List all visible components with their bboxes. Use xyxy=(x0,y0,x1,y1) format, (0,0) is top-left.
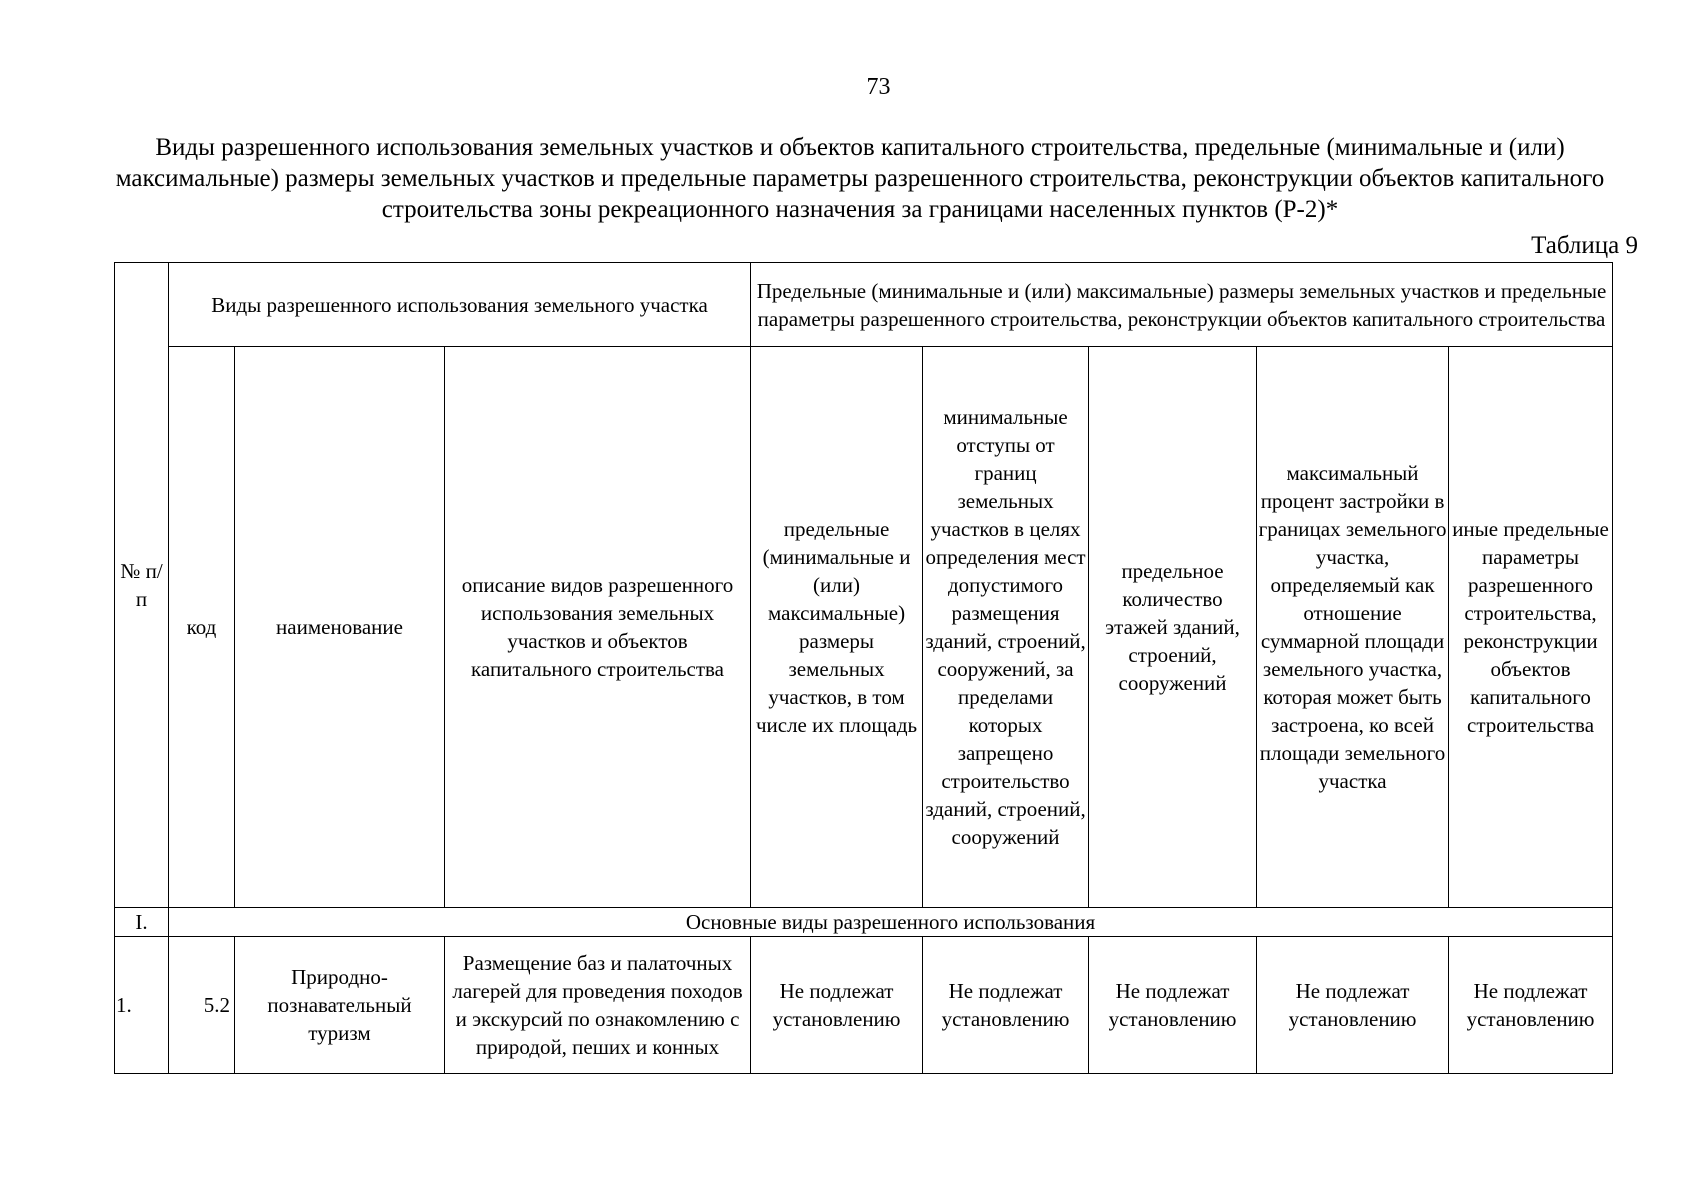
table-row xyxy=(115,937,1613,1074)
document-title: Виды разрешенного использования земельных участков и объектов капитального строительства, предельные (минимальные и (или) максимальные) размеры земельных участков и предельные параметры разрешенного строительства, реконструкции объектов капитального строительства зоны рекреационного назначения за границами населенных пунктов (Р-2)* xyxy=(115,134,1605,223)
header-num: № п/п xyxy=(115,263,169,908)
row-percent: Не подлежат установлению xyxy=(1257,937,1449,1074)
table-header-row-1 xyxy=(115,263,1613,347)
header-other: иные предельные параметры разрешенного строительства, реконструкции объектов капитального строительства xyxy=(1449,347,1613,908)
section-num: I. xyxy=(115,908,169,937)
header-percent: максимальный процент застройки в границах земельного участка, определяемый как отношение суммарной площади земельного участка, которая может быть застроена, ко всей площади земельного участка xyxy=(1257,347,1449,908)
header-group-use: Виды разрешенного использования земельного участка xyxy=(169,263,751,347)
row-name: Природно-познавательный туризм xyxy=(235,937,445,1074)
table-label: Таблица 9 xyxy=(1531,232,1638,259)
header-floors: предельное количество этажей зданий, строений, сооружений xyxy=(1089,347,1257,908)
row-other: Не подлежат установлению xyxy=(1449,937,1613,1074)
page-number: 73 xyxy=(866,74,891,100)
header-name: наименование xyxy=(235,347,445,908)
table-header-row-2 xyxy=(115,347,1613,908)
header-code: код xyxy=(169,347,235,908)
header-size: предельные (минимальные и (или) максимальные) размеры земельных участков, в том числе их площадь xyxy=(751,347,923,908)
section-row xyxy=(115,908,1613,937)
section-label: Основные виды разрешенного использования xyxy=(169,908,1613,937)
header-desc: описание видов разрешенного использования земельных участков и объектов капитального строительства xyxy=(445,347,751,908)
row-code: 5.2 xyxy=(169,937,235,1074)
row-setback: Не подлежат установлению xyxy=(923,937,1089,1074)
row-size: Не подлежат установлению xyxy=(751,937,923,1074)
header-setback: минимальные отступы от границ земельных участков в целях определения мест допустимого размещения зданий, строений, сооружений, за пределами которых запрещено строительство зданий, строений, сооружений xyxy=(923,347,1089,908)
zoning-table xyxy=(114,262,1613,1074)
header-group-params: Предельные (минимальные и (или) максимальные) размеры земельных участков и предельные параметры разрешенного строительства, реконструкции объектов капитального строительства xyxy=(751,263,1613,347)
row-desc: Размещение баз и палаточных лагерей для проведения походов и экскурсий по ознакомлению с природой, пеших и конных xyxy=(445,937,751,1074)
row-floors: Не подлежат установлению xyxy=(1089,937,1257,1074)
row-num: 1. xyxy=(115,937,169,1074)
